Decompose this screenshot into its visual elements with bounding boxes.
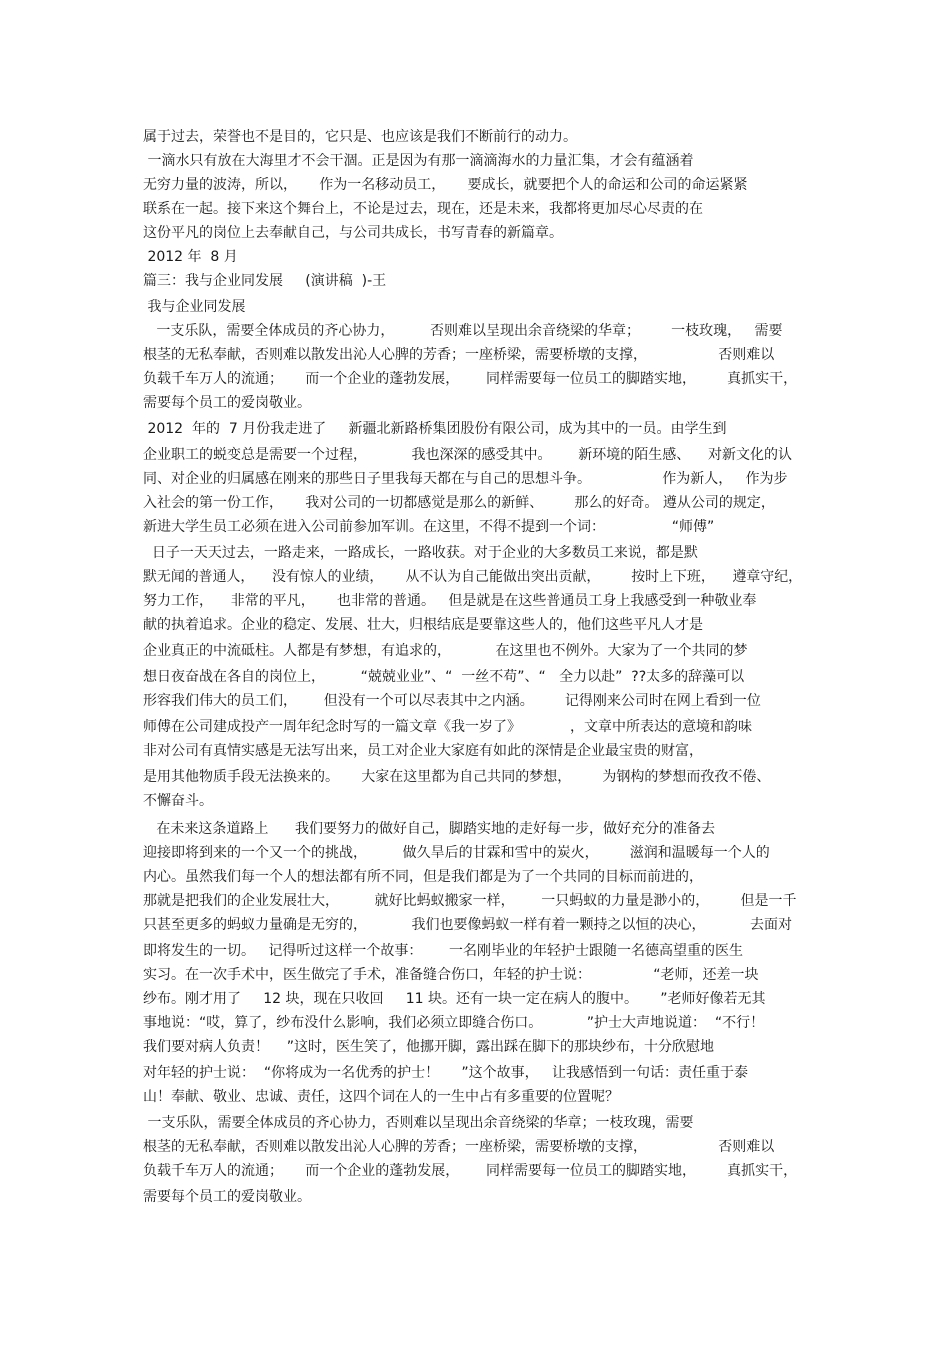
text-line: 新进大学生员工必须在进入公司前参加军训。在这里，不得不提到一个词： “师傅” [143, 519, 715, 535]
text-line: 在未来这条道路上 我们要努力的做好自己，脚踏实地的走好每一步，做好充分的准备去 [143, 821, 716, 837]
text-line: 对年轻的护士说： “你将成为一名优秀的护士！ ”这个故事， 让我感悟到一句话：责任重于泰 [143, 1065, 749, 1081]
text-line: 事地说：“哎，算了，纱布没什么影响，我们必须立即缝合伤口。 ”护士大声地说道： “不行！ [143, 1015, 765, 1031]
text-line: 实习。在一次手术中，医生做完了手术，准备缝合伤口，年轻的护士说： “老师，还差一块 [143, 967, 759, 983]
text-line: 这份平凡的岗位上去奉献自己，与公司共成长，书写青春的新篇章。 [143, 225, 563, 241]
text-line: 联系在一起。接下来这个舞台上，不论是过去，现在，还是未来，我都将更加尽心尽责的在 [143, 201, 703, 217]
text-line: 2012 年的 7 月份我走进了 新疆北新路桥集团股份有限公司，成为其中的一员。由学生到 [143, 421, 727, 437]
text-line: 师傅在公司建成投产一周年纪念时写的一篇文章《我一岁了》 ，文章中所表达的意境和韵味 [143, 719, 752, 735]
text-line: 内心。虽然我们每一个人的想法都有所不同，但是我们都是为了一个共同的目标而前进的， [143, 869, 703, 885]
text-line: 形容我们伟大的员工们， 但没有一个可以尽表其中之内涵。 记得刚来公司时在网上看到一位 [143, 693, 761, 709]
text-line: 我们要对病人负责！ ”这时，医生笑了，他挪开脚，露出踩在脚下的那块纱布，十分欣慰地 [143, 1039, 715, 1055]
text-line: 默无闻的普通人， 没有惊人的业绩， 从不认为自己能做出突出贡献， 按时上下班， 遵章守纪， [143, 569, 803, 585]
text-line: 即将发生的一切。 记得听过这样一个故事： 一名刚毕业的年轻护士跟随一名德高望重的医生 [143, 943, 744, 959]
text-line: 非对公司有真情实感是无法写出来，员工对企业大家庭有如此的深情是企业最宝贵的财富， [143, 743, 703, 759]
text-line: 努力工作， 非常的平凡， 也非常的普通。 但是就是在这些普通员工身上我感受到一种敬业奉 [143, 593, 757, 609]
text-line: 企业职工的蜕变总是需要一个过程， 我也深深的感受其中。 新环境的陌生感、 对新文化的认 [143, 447, 793, 463]
text-line: 需要每个员工的爱岗敬业。 [143, 395, 311, 411]
text-line: 山！奉献、敬业、忠诚、责任，这四个词在人的一生中占有多重要的位置呢？ [143, 1089, 619, 1105]
text-line: 献的执着追求。企业的稳定、发展、壮大，归根结底是要靠这些人的，他们这些平凡人才是 [143, 617, 703, 633]
text-line: 不懈奋斗。 [143, 793, 213, 809]
text-line: 一支乐队，需要全体成员的齐心协力，否则难以呈现出余音绕梁的华章；一枝玫瑰，需要 [143, 1115, 694, 1131]
text-line: 那就是把我们的企业发展壮大， 就好比蚂蚁搬家一样， 一只蚂蚁的力量是渺小的， 但是一千 [143, 893, 797, 909]
text-line: 只甚至更多的蚂蚁力量确是无穷的， 我们也要像蚂蚁一样有着一颗持之以恒的决心， 去面对 [143, 917, 793, 933]
text-line: 2012 年 8 月 [143, 249, 238, 265]
text-line: 需要每个员工的爱岗敬业。 [143, 1189, 311, 1205]
text-line: 想日夜奋战在各自的岗位上， “兢兢业业”、“ 一丝不苟”、“ 全力以赴” ??太多的辞藻可以 [143, 669, 745, 685]
text-line: 同、对企业的归属感在刚来的那些日子里我每天都在与自己的思想斗争。 作为新人， 作为步 [143, 471, 788, 487]
text-line: 入社会的第一份工作， 我对公司的一切都感觉是那么的新鲜、 那么的好奇。 遵从公司的规定， [143, 495, 775, 511]
text-line: 纱布。刚才用了 12 块，现在只收回 11 块。还有一块一定在病人的腹中。 ”老师好像若无其 [143, 991, 766, 1007]
text-line: 一滴水只有放在大海里才不会干涸。正是因为有那一滴滴海水的力量汇集，才会有蕴涵着 [143, 153, 694, 169]
text-line: 无穷力量的波涛，所以， 作为一名移动员工， 要成长，就要把个人的命运和公司的命运紧紧 [143, 177, 748, 193]
text-line: 迎接即将到来的一个又一个的挑战， 做久旱后的甘霖和雪中的炭火， 滋润和温暖每一个人的 [143, 845, 770, 861]
text-line: 根茎的无私奉献，否则难以散发出沁人心脾的芳香；一座桥梁，需要桥墩的支撑， 否则难以 [143, 1139, 775, 1155]
text-line: 我与企业同发展 [143, 299, 246, 315]
text-line: 负载千车万人的流通； 而一个企业的蓬勃发展， 同样需要每一位员工的脚踏实地， 真抓实干， [143, 371, 798, 387]
text-line: 一支乐队，需要全体成员的齐心协力， 否则难以呈现出余音绕梁的华章； 一枝玫瑰， 需要 [143, 323, 783, 339]
text-line: 是用其他物质手段无法换来的。 大家在这里都为自己共同的梦想， 为钢构的梦想而孜孜不倦、 [143, 769, 771, 785]
text-line: 日子一天天过去，一路走来，一路成长，一路收获。对于企业的大多数员工来说，都是默 [143, 545, 698, 561]
text-line: 负载千车万人的流通； 而一个企业的蓬勃发展， 同样需要每一位员工的脚踏实地， 真抓实干， [143, 1163, 798, 1179]
text-line: 根茎的无私奉献，否则难以散发出沁人心脾的芳香；一座桥梁，需要桥墩的支撑， 否则难以 [143, 347, 775, 363]
text-line: 篇三：我与企业同发展 (演讲稿 )-王 [143, 273, 387, 289]
text-line: 企业真正的中流砥柱。人都是有梦想，有追求的， 在这里也不例外。大家为了一个共同的梦 [143, 643, 748, 659]
text-line: 属于过去，荣誉也不是目的，它只是、也应该是我们不断前行的动力。 [143, 129, 577, 145]
